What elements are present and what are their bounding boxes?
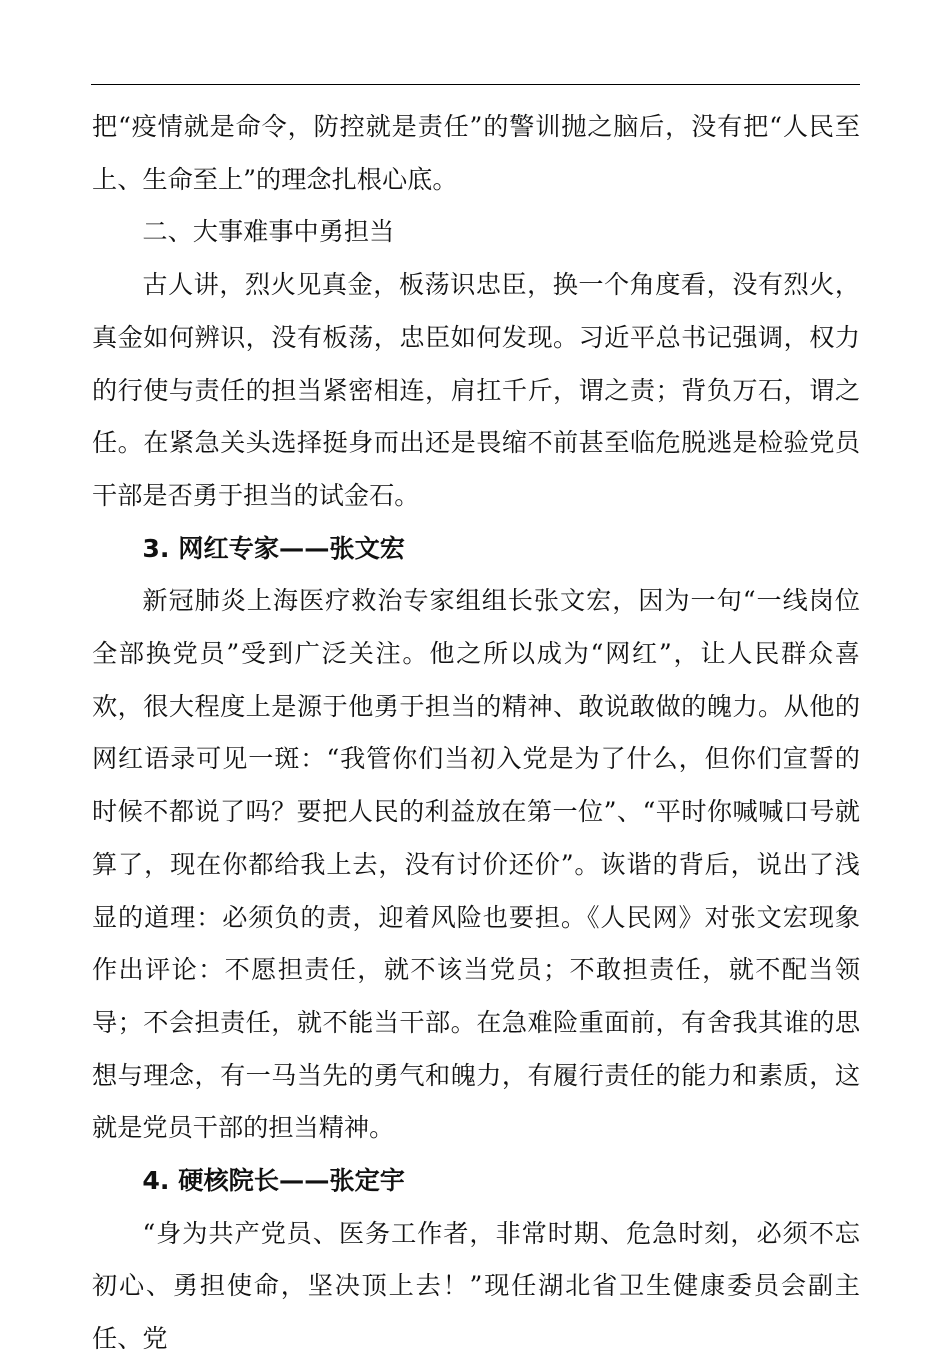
paragraph: 新冠肺炎上海医疗救治专家组组长张文宏，因为一句“一线岗位全部换党员”受到广泛关注。他之所以成为“网红”，让人民群众喜欢，很大程度上是源于他勇于担当的精神、敢说敢做的魄力。从他的网红语录可见一斑：“我管你们当初入党是为了什么，但你们宣誓的时候不都说了吗？要把人民的利益放在第一位”、“平时你喊喊口号就算了，现在你都给我上去，没有讨价还价”。诙谐的背后，说出了浅显的道理：必须负的责，迎着风险也要担。《人民网》对张文宏现象作出评论：不愿担责任，就不该当党员；不敢担责任，就不配当领导；不会担责任，就不能当干部。在急难险重面前，有舍我其谁的思想与理念，有一马当先的勇气和魄力，有履行责任的能力和素质，这就是党员干部的担当精神。 [92,586,860,1143]
paragraph-continuation: 把“疫情就是命令，防控就是责任”的警训抛之脑后，没有把“人民至上、生命至上”的理念扎根心底。 [92,112,860,194]
document-body [92,101,860,1366]
subheading-zhang-wenhong: 3. 网红专家——张文宏 [142,533,405,563]
subheading-zhang-dingyu: 4. 硬核院长——张定宇 [142,1166,405,1196]
header-rule [91,84,860,85]
section-heading: 二、大事难事中勇担当 [142,217,395,247]
paragraph: 古人讲，烈火见真金，板荡识忠臣，换一个角度看，没有烈火，真金如何辨识，没有板荡，忠臣如何发现。习近平总书记强调，权力的行使与责任的担当紧密相连，肩扛千斤，谓之责；背负万石，谓之任。在紧急关头选择挺身而出还是畏缩不前甚至临危脱逃是检验党员干部是否勇于担当的试金石。 [92,270,860,510]
paragraph: “身为共产党员、医务工作者，非常时期、危急时刻，必须不忘初心、勇担使命，坚决顶上去！”现任湖北省卫生健康委员会副主任、党 [92,1218,860,1354]
